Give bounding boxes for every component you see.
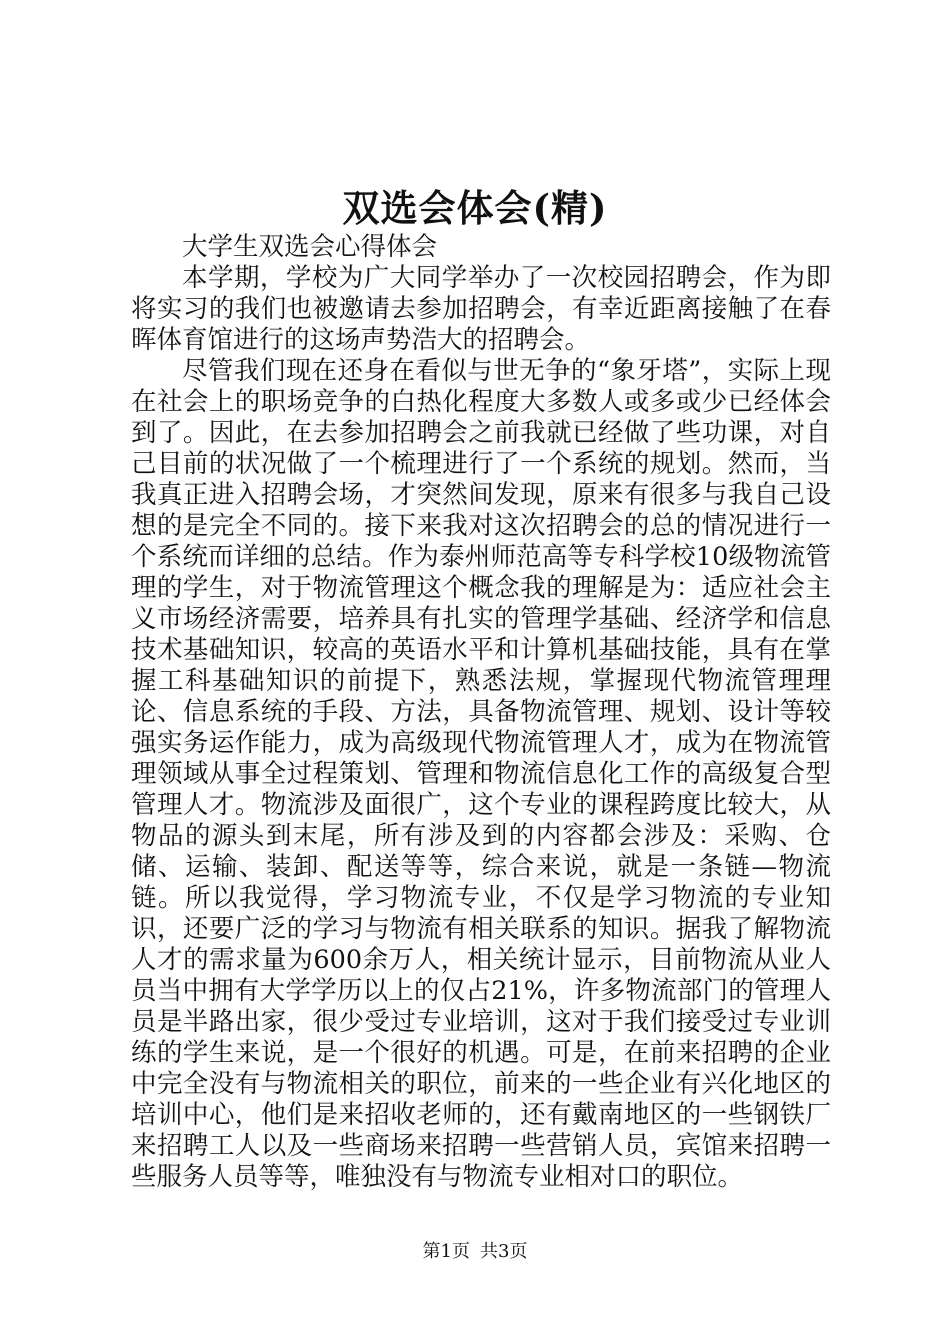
page-footer (0, 1240, 950, 1264)
document-body (131, 232, 831, 1193)
paragraph-2: 尽管我们现在还身在看似与世无争的“象牙塔”，实际上现在社会上的职场竞争的白热化程度大多数人或多或少已经体会到了。因此，在去参加招聘会之前我就已经做了些功课，对自己目前的状况做了一个梳理进行了一个系统的规划。然而，当我真正进入招聘会场，才突然间发现，原来有很多与我自己设想的是完全不同的。接下来我对这次招聘会的总的情况进行一个系统而详细的总结。作为泰州师范高等专科学校10级物流管理的学生，对于物流管理这个概念我的理解是为：适应社会主义市场经济需要，培养具有扎实的管理学基础、经济学和信息技术基础知识，较高的英语水平和计算机基础技能，具有在掌握工科基础知识的前提下，熟悉法规，掌握现代物流管理理论、信息系统的手段、方法，具备物流管理、规划、设计等较强实务运作能力，成为高级现代物流管理人才，成为在物流管理领域从事全过程策划、管理和物流信息化工作的高级复合型管理人才。物流涉及面很广，这个专业的课程跨度比较大，从物品的源头到末尾，所有涉及到的内容都会涉及：采购、仓储、运输、装卸、配送等等，综合来说，就是一条链—物流链。所以我觉得，学习物流专业，不仅是学习物流的专业知识，还要广泛的学习与物流有相关联系的知识。据我了解物流人才的需求量为600余万人，相关统计显示，目前物流从业人员当中拥有大学学历以上的仅占21%，许多物流部门的管理人员是半路出家，很少受过专业培训，这对于我们接受过专业训练的学生来说，是一个很好的机遇。可是，在前来招聘的企业中完全没有与物流相关的职位，前来的一些企业有兴化地区的培训中心，他们是来招收老师的，还有戴南地区的一些钢铁厂来招聘工人以及一些商场来招聘一些营销人员，宾馆来招聘一些服务人员等等，唯独没有与物流专业相对口的职位。 (131, 356, 831, 1192)
document-subtitle: 大学生双选会心得体会 (182, 232, 438, 262)
paragraph-1: 本学期，学校为广大同学举办了一次校园招聘会，作为即将实习的我们也被邀请去参加招聘会，有幸近距离接触了在春晖体育馆进行的这场声势浩大的招聘会。 (131, 263, 831, 355)
page-number: 第1页 (422, 1241, 470, 1262)
page-total: 共3页 (480, 1241, 528, 1262)
document-title: 双选会体会(精) (342, 186, 608, 230)
